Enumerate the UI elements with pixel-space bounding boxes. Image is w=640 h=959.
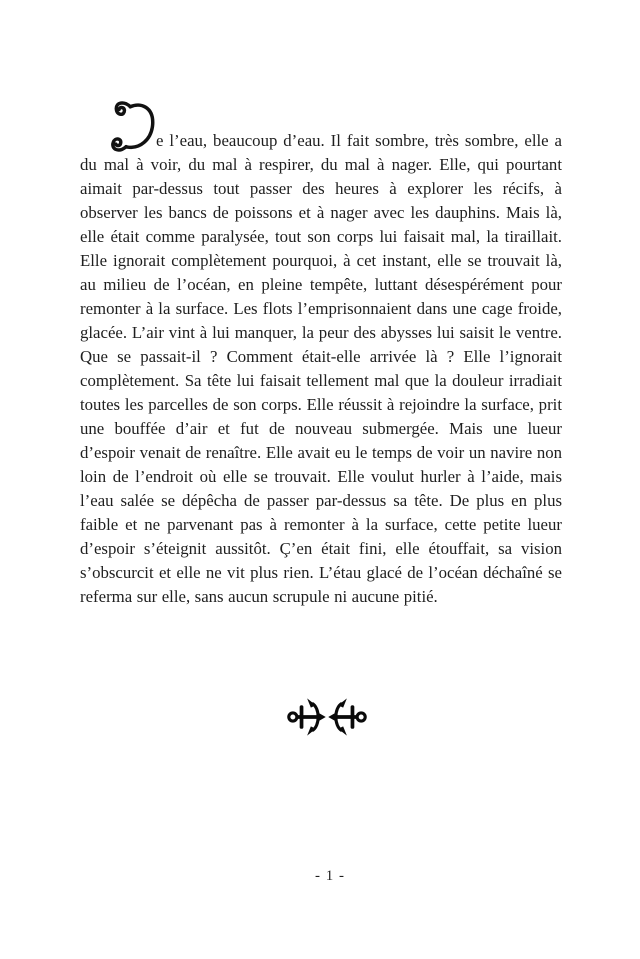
page-number: - 1 - [315,868,345,884]
double-anchor-icon [286,695,368,739]
chapter-paragraph: e l’eau, beaucoup d’eau. Il fait sombre, très sombre, elle a du mal à voir, du mal à respirer, du mal à nager. Elle, qui pourtant aimait par-dessus tout passer des heures à explorer les récifs, à observer les bancs de poissons et à nager avec les dauphins. Mais là, elle était comme paralysée, tout son corps lui faisait mal, la tiraillait. Elle ignorait complètement pourquoi, à cet instant, elle se trouvait là, au milieu de l’océan, en pleine tempête, luttant désespérément pour remonter à la surface. Les flots l’emprisonnaient dans une cage froide, glacée. L’air vint à lui manquer, la peur des abysses lui saisit le ventre. Que se passait-il ? Comment était-elle arrivée là ? Elle l’ignorait complètement. Sa tête lui faisait tellement mal que la douleur irradiait toutes les parcelles de son corps. Elle réussit à rejoindre la surface, prit une bouffée d’air et fut de nouveau submergée. Mais une lueur d’espoir venait de renaître. Elle avait eu le temps de voir un navire non loin de l’endroit où elle se trouvait. Elle voulut hurler à l’aide, mais l’eau salée se dépêcha de passer par-dessus sa tête. De plus en plus faible et ne parvenant pas à remonter à la surface, cette petite lueur d’espoir s’éteignit aussitôt. Ç’en était fini, elle étouffait, sa vision s’obscurcit et elle ne vit plus rien. L’étau glacé de l’océan déchaîné se referma sur elle, sans aucun scrupule ni aucune pitié. [80,131,562,606]
anchor-divider [286,695,368,739]
